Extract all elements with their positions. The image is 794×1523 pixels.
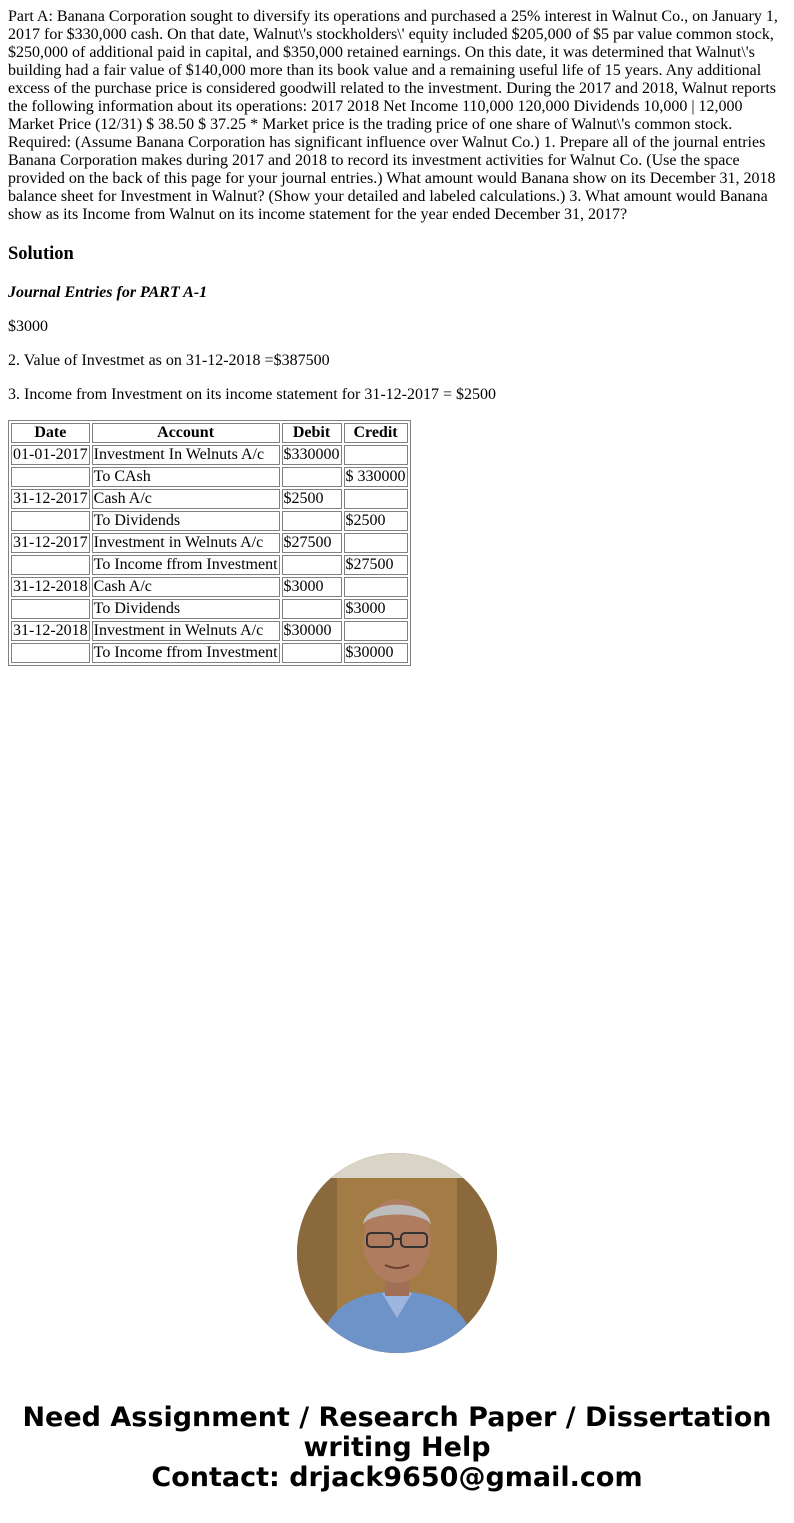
cell-account: To Income ffrom Investment: [93, 644, 278, 661]
header-debit: Debit: [282, 423, 342, 443]
cell-account: Cash A/c: [92, 489, 280, 509]
cell-account: Investment in Welnuts A/c: [92, 533, 280, 553]
cell-credit: [344, 533, 408, 553]
promo-line-help: Need Assignment / Research Paper / Dissertation writing Help: [22, 1402, 772, 1463]
cell-credit: $ 330000: [345, 468, 406, 485]
cell-account: To CAsh: [92, 467, 280, 487]
cell-date: [11, 643, 90, 663]
table-row: [11, 533, 408, 553]
journal-table: [8, 420, 411, 666]
cell-debit: [282, 599, 342, 619]
cell-debit: [282, 555, 342, 575]
cell-date: 31-12-2017: [13, 490, 88, 507]
cell-account: Cash A/c: [92, 577, 280, 597]
journal-heading: Journal Entries for PART A-1: [8, 284, 208, 301]
cell-account: To Income ffrom Investment: [93, 556, 278, 573]
table-header-row: [11, 423, 408, 443]
cell-account: To Dividends: [92, 599, 280, 619]
header-account: Account: [92, 423, 280, 443]
cell-credit: [344, 577, 408, 597]
cell-account: To Dividends: [92, 511, 280, 531]
cell-account: Investment In Welnuts A/c: [92, 445, 280, 465]
tutor-portrait-icon: [297, 1153, 497, 1353]
cell-date: [11, 511, 90, 531]
solution-line-2: 2. Value of Investmet as on 31-12-2018 =$387500: [8, 352, 330, 369]
table-row: [11, 643, 408, 663]
cell-debit: $3000: [282, 577, 342, 597]
cell-debit: $330000: [283, 446, 340, 463]
cell-debit: [282, 467, 342, 487]
cell-date: [11, 599, 90, 619]
cell-debit: [282, 643, 342, 663]
question-text: Part A: Banana Corporation sought to diversify its operations and purchased a 25% interest in Walnut Co., on January 1, 2017 for $330,000 cash. On that date, Walnut\'s stockholders\' equity included $205,000 of $5 par value common stock, $250,000 of additional paid in capital, and $350,000 retained earnings. On this date, it was determined that Walnut\'s building had a fair value of $140,000 more than its book value and a remaining useful life of 15 years. Any additional excess of the purchase price is considered goodwill related to the investment. During the 2017 and 2018, Walnut reports the following information about its operations: 2017 2018 Net Income 110,000 120,000 Dividends 10,000 | 12,000 Market Price (12/31) $ 38.50 $ 37.25 * Market price is the trading price of one share of Walnut\'s common stock. Required: (Assume Banana Corporation has significant influence over Walnut Co.) 1. Prepare all of the journal entries Banana Corporation makes during 2017 and 2018 to record its investment activities for Walnut Co. (Use the space provided on the back of this page for your journal entries.) What amount would Banana show on its December 31, 2018 balance sheet for Investment in Walnut? (Show your detailed and labeled calculations.) 3. What amount would Banana show as its Income from Walnut on its income statement for the year ended December 31, 2017?: [8, 8, 778, 223]
cell-credit: [344, 445, 408, 465]
cell-account: Investment in Welnuts A/c: [92, 621, 280, 641]
promo-text: [0, 1403, 794, 1493]
cell-credit: [344, 489, 408, 509]
cell-date: 01-01-2017: [13, 446, 88, 463]
solution-heading: Solution: [8, 244, 74, 264]
solution-line-3: 3. Income from Investment on its income statement for 31-12-2017 = $2500: [8, 386, 497, 403]
cell-credit: $27500: [344, 555, 408, 575]
table-row: [11, 511, 408, 531]
cell-credit: $3000: [344, 599, 408, 619]
cell-debit: [282, 511, 342, 531]
cell-credit: [344, 621, 408, 641]
promo-block: [0, 1153, 794, 1493]
portrait-svg: [297, 1153, 497, 1353]
table-row: [11, 445, 408, 465]
cell-debit: $2500: [282, 489, 342, 509]
header-credit: Credit: [344, 423, 408, 443]
table-row: [11, 621, 408, 641]
cell-date: [11, 555, 90, 575]
cell-credit: $2500: [344, 511, 408, 531]
header-date: Date: [11, 423, 90, 443]
promo-line-contact: Contact: drjack9650@gmail.com: [151, 1462, 643, 1493]
table-row: [11, 599, 408, 619]
cell-credit: $30000: [344, 643, 408, 663]
cell-date: 31-12-2017: [13, 534, 88, 551]
solution-line-1: $3000: [8, 318, 48, 335]
cell-debit: $30000: [282, 621, 342, 641]
table-row: [11, 555, 408, 575]
cell-date: 31-12-2018: [13, 578, 88, 595]
page-content: [0, 0, 794, 666]
table-row: [11, 577, 408, 597]
cell-date: [11, 467, 90, 487]
cell-date: 31-12-2018: [13, 622, 88, 639]
table-row: [11, 467, 408, 487]
cell-debit: $27500: [282, 533, 342, 553]
table-row: [11, 489, 408, 509]
